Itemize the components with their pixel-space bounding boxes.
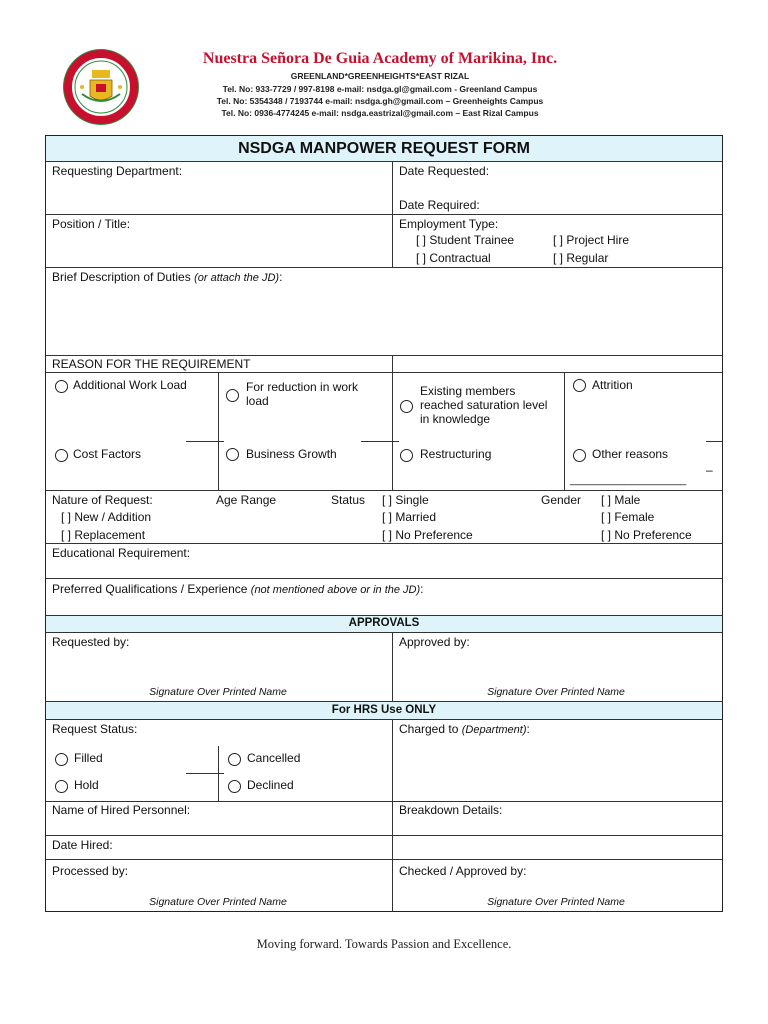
reason-restructuring-label: Restructuring xyxy=(420,447,492,461)
radio-hold[interactable] xyxy=(55,780,68,793)
gender-label: Gender xyxy=(541,493,582,507)
nature-of-request-label: Nature of Request: xyxy=(52,493,153,507)
column-divider xyxy=(218,746,219,801)
checkbox-status-no-preference[interactable]: [ ] No Preference xyxy=(382,528,473,542)
status-hold-label: Hold xyxy=(74,778,99,792)
campus-list: GREENLAND*GREENHEIGHTS*EAST RIZAL xyxy=(290,71,470,81)
checkbox-student-trainee[interactable]: [ ] Student Trainee xyxy=(416,233,515,247)
footer-tagline: Moving forward. Towards Passion and Excellence. xyxy=(256,937,512,951)
row-divider xyxy=(46,801,722,802)
reason-other-reasons-label: Other reasons xyxy=(592,447,669,461)
row-divider xyxy=(46,267,722,268)
reason-header: REASON FOR THE REQUIREMENT xyxy=(52,357,251,371)
radio-reduction-work-load[interactable] xyxy=(226,389,239,402)
radio-restructuring[interactable] xyxy=(400,449,413,462)
radio-cost-factors[interactable] xyxy=(55,449,68,462)
row-divider xyxy=(46,615,722,616)
radio-filled[interactable] xyxy=(55,753,68,766)
checkbox-gender-no-preference[interactable]: [ ] No Preference xyxy=(601,528,692,542)
requested-by-label: Requested by: xyxy=(52,635,130,649)
column-divider xyxy=(218,372,219,490)
checkbox-regular[interactable]: [ ] Regular xyxy=(553,251,609,265)
checked-by-signature-caption: Signature Over Printed Name xyxy=(487,896,625,908)
radio-business-growth[interactable] xyxy=(226,448,239,461)
reason-attrition-label: Attrition xyxy=(592,378,633,392)
row-divider xyxy=(46,355,722,356)
hired-personnel-label: Name of Hired Personnel: xyxy=(52,803,191,817)
contact-greenland: Tel. No: 933-7729 / 997-8198 e-mail: nsdga.gl@gmail.com - Greenland Campus xyxy=(222,84,538,94)
radio-cancelled[interactable] xyxy=(228,753,241,766)
checkbox-married[interactable]: [ ] Married xyxy=(382,510,437,524)
approved-by-signature-caption: Signature Over Printed Name xyxy=(487,686,625,698)
radio-existing-members[interactable] xyxy=(400,400,413,413)
approvals-header: APPROVALS xyxy=(348,617,420,629)
checkbox-male[interactable]: [ ] Male xyxy=(601,493,641,507)
employment-type-label: Employment Type: xyxy=(399,217,499,231)
row-divider xyxy=(46,372,722,373)
reason-business-growth-label: Business Growth xyxy=(246,447,337,461)
status-declined-label: Declined xyxy=(247,778,294,792)
checkbox-new-addition[interactable]: [ ] New / Addition xyxy=(61,510,152,524)
row-divider xyxy=(46,719,722,720)
row-divider xyxy=(361,441,399,442)
date-required-label: Date Required: xyxy=(399,198,480,212)
row-divider xyxy=(706,441,722,442)
date-requested-label: Date Requested: xyxy=(399,164,490,178)
reason-reduction-work-load-label: For reduction in work load xyxy=(246,380,359,408)
row-divider xyxy=(46,632,722,633)
other-reasons-dash: – xyxy=(706,463,713,477)
row-divider xyxy=(46,161,722,162)
column-divider xyxy=(392,161,393,267)
contact-greenheights: Tel. No: 5354348 / 7193744 e-mail: nsdga.gh@gmail.com – Greenheights Campus xyxy=(216,96,544,106)
row-divider xyxy=(46,214,722,215)
radio-additional-work-load[interactable] xyxy=(55,380,68,393)
manpower-request-form xyxy=(45,135,723,912)
educational-requirement-label: Educational Requirement: xyxy=(52,546,191,560)
checkbox-contractual[interactable]: [ ] Contractual xyxy=(416,251,491,265)
radio-attrition[interactable] xyxy=(573,379,586,392)
contact-east-rizal: Tel. No: 0936-4774245 e-mail: nsdga.eastrizal@gmail.com – East Rizal Campus xyxy=(221,108,539,118)
status-filled-label: Filled xyxy=(74,751,103,765)
age-range-label: Age Range xyxy=(216,493,277,507)
radio-other-reasons[interactable] xyxy=(573,449,586,462)
row-divider xyxy=(46,859,722,860)
radio-declined[interactable] xyxy=(228,780,241,793)
breakdown-details-label: Breakdown Details: xyxy=(399,803,503,817)
hrs-header: For HRS Use ONLY xyxy=(331,704,437,716)
checkbox-female[interactable]: [ ] Female xyxy=(601,510,655,524)
column-divider xyxy=(564,372,565,490)
status-cancelled-label: Cancelled xyxy=(247,751,301,765)
requesting-department-label: Requesting Department: xyxy=(52,164,183,178)
column-divider xyxy=(392,355,393,490)
checkbox-project-hire[interactable]: [ ] Project Hire xyxy=(553,233,630,247)
preferred-qualifications-label: Preferred Qualifications / Experience (not mentioned above or in the JD): xyxy=(52,582,424,596)
requested-by-signature-caption: Signature Over Printed Name xyxy=(149,686,287,698)
row-divider xyxy=(46,578,722,579)
checkbox-single[interactable]: [ ] Single xyxy=(382,493,429,507)
row-divider xyxy=(46,701,722,702)
row-divider xyxy=(46,543,722,544)
position-title-label: Position / Title: xyxy=(52,217,131,231)
school-name: Nuestra Señora De Guia Academy of Marikina, Inc. xyxy=(202,50,558,67)
request-status-label: Request Status: xyxy=(52,722,138,736)
form-title: NSDGA MANPOWER REQUEST FORM xyxy=(238,140,530,157)
duties-label: Brief Description of Duties (or attach the JD): xyxy=(52,270,283,284)
processed-by-signature-caption: Signature Over Printed Name xyxy=(149,896,287,908)
row-divider xyxy=(46,490,722,491)
checked-approved-by-label: Checked / Approved by: xyxy=(399,864,527,878)
row-divider xyxy=(46,835,722,836)
checkbox-replacement[interactable]: [ ] Replacement xyxy=(61,528,146,542)
reason-existing-members-label: Existing members reached saturation level in knowledge xyxy=(420,384,548,426)
column-divider xyxy=(392,719,393,912)
status-label: Status xyxy=(331,493,366,507)
processed-by-label: Processed by: xyxy=(52,864,129,878)
charged-to-label: Charged to (Department): xyxy=(399,722,530,736)
academy-seal-logo xyxy=(62,48,140,126)
approved-by-label: Approved by: xyxy=(399,635,470,649)
other-reasons-blank-line[interactable]: ___________________ xyxy=(570,474,687,486)
reason-additional-work-load-label: Additional Work Load xyxy=(73,378,187,392)
date-hired-label: Date Hired: xyxy=(52,838,113,852)
reason-cost-factors-label: Cost Factors xyxy=(73,447,142,461)
